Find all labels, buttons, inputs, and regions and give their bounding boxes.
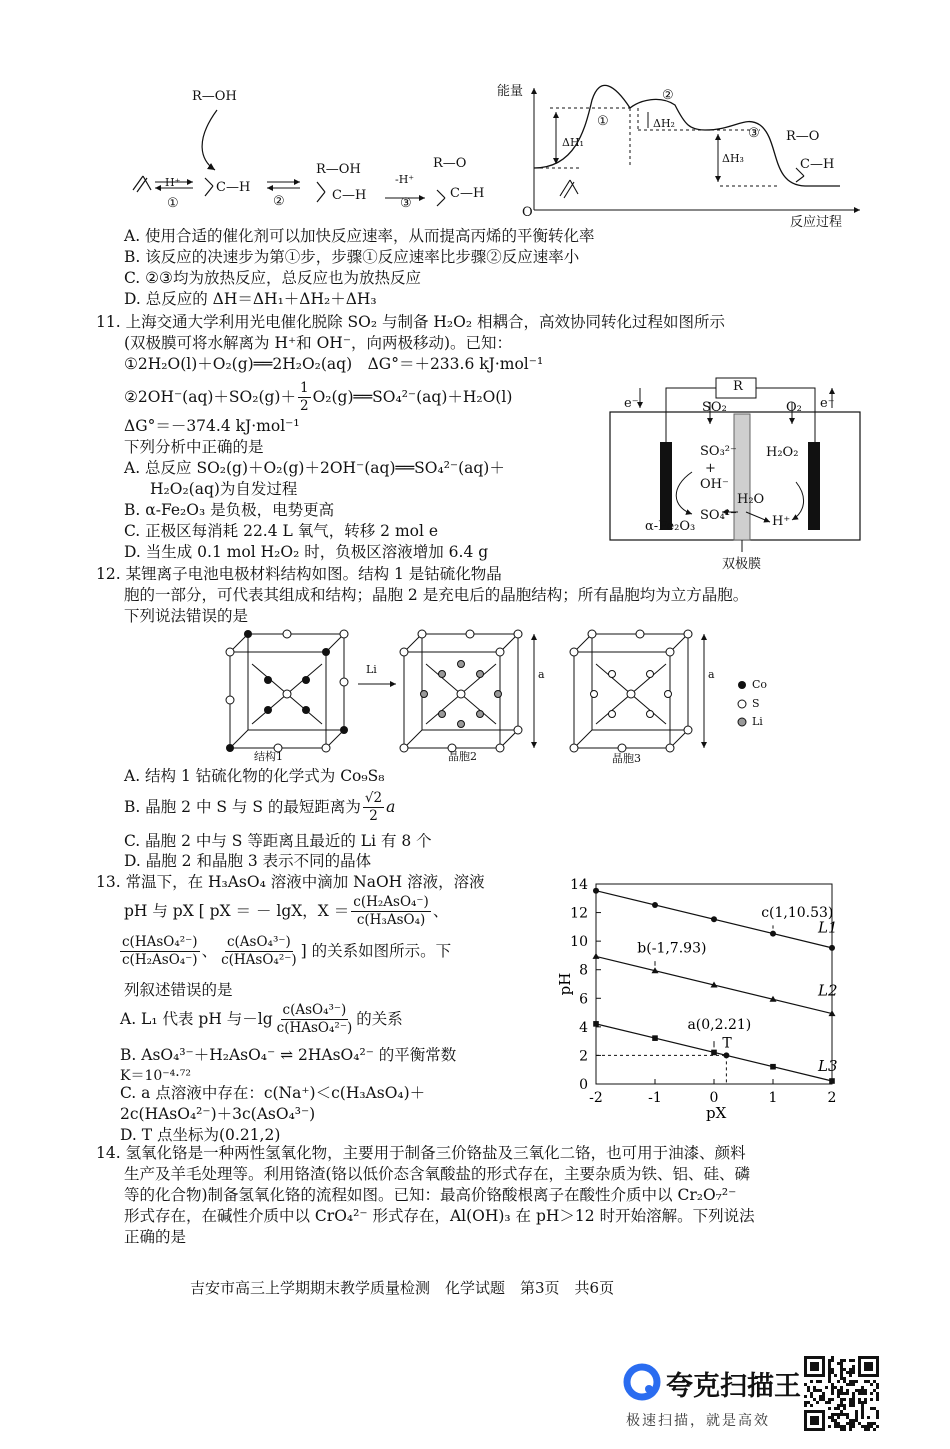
energy-step-1: ① [597,114,609,129]
x-axis-label: pX [706,1104,727,1122]
eq2-part-a: ②2OH⁻(aq)＋SO₂(g)＋ [124,388,296,406]
minus-h-label: -H⁺ [395,173,415,186]
q11-stem-line2: (双极膜可将水解离为 H⁺和 OH⁻，向两极移动)。已知： [124,334,513,352]
q13-a-num: c(AsO₄³⁻) [282,1002,347,1018]
data-point-L3 [829,1078,835,1084]
dh3-label: ΔH₃ [722,152,744,165]
q11-option-c: C. 正极区每消耗 22.4 L 氧气，转移 2 mol e [124,522,439,540]
page-footer: 吉安市高三上学期期末教学质量检测 化学试题 第3页 共6页 [190,1279,615,1297]
q13-a-post: 的关系 [356,1010,403,1028]
point-label-T: T [722,1035,732,1052]
data-point-L3 [593,1021,599,1027]
li-arrow-label: Li [366,663,377,676]
electron-right-label: e⁻ [820,396,835,411]
legend-li: Li [752,715,763,728]
y-tick-label: 8 [579,962,588,979]
lattice-a-label-1: a [538,668,545,681]
q13-a-den: c(HAsO₄²⁻) [276,1020,353,1036]
line-label-L2: L2 [818,981,838,1000]
y-tick-label: 6 [579,991,588,1008]
eq2-den: 2 [299,398,309,414]
plus-label: + [705,461,716,476]
q13-option-b-line2: K＝10⁻⁴·⁷² [120,1068,191,1084]
r-oh-label: R—OH [192,89,237,104]
q12-option-c: C. 晶胞 2 中与 S 等距离且最近的 Li 有 8 个 [124,832,432,850]
hplus-label: H⁺ [772,514,791,529]
dh2-label: ΔH₂ [653,117,675,130]
q13-a-pre: A. L₁ 代表 pH 与－lg [120,1010,273,1028]
energy-step-3: ③ [748,126,760,141]
q11-equation-2-dg: ΔG°＝－374.4 kJ·mol⁻¹ [124,417,300,435]
lattice-a-label-2: a [708,668,715,681]
q13-stem-line3 [118,934,451,969]
q13-option-b-line1: B. AsO₄³⁻＋H₂AsO₄⁻ ⇌ 2HAsO₄²⁻ 的平衡常数 [120,1046,457,1064]
q13-frac-3 [219,934,299,969]
q10-option-a: A. 使用合适的催化剂可以加快反应速率，从而提高丙烯的平衡转化率 [124,227,595,245]
point-label-c: c(1,10.53) [761,904,834,921]
data-point-L1 [770,931,776,937]
energy-profile [520,80,890,230]
eq2-num: 1 [299,380,309,396]
q10-option-d: D. 总反应的 ΔH＝ΔH₁＋ΔH₂＋ΔH₃ [124,290,377,308]
x-tick-label: 1 [768,1090,778,1106]
q12-stem-line2: 胞的一部分，可代表其组成和结构；晶胞 2 是充电后的晶胞结构；所有晶胞均为立方晶胞。 [124,586,749,604]
so2-label: SO₂ [702,400,727,415]
q11-option-a-line2: H₂O₂(aq)为自发过程 [150,480,298,498]
q13-stem-line1: 13. 常温下，在 H₃AsO₄ 溶液中滴加 NaOH 溶液，溶液 [96,873,485,891]
q11-equation-1: ①2H₂O(l)＋O₂(g)══2H₂O₂(aq) ΔG°＝＋233.6 kJ·mol⁻¹ [124,355,544,373]
brand-name: 夸克扫描王 [666,1371,801,1402]
h-plus-label: H⁺ [165,176,181,189]
q10-option-c: C. ②③均为放热反应，总反应也为放热反应 [124,269,421,287]
q13-stem-line2 [124,894,448,929]
q14-stem-line1: 14. 氢氧化铬是一种两性氢氧化物，主要用于制备三价铬盐及三氧化二铬，也可用于油漆、颜料 [96,1144,746,1162]
eq2-part-b: O₂(g)══SO₄²⁻(aq)＋H₂O(l) [312,388,513,406]
line-label-L1: L1 [818,918,838,937]
q13-option-c-line1: C. a 点溶液中存在：c(Na⁺)＜c(H₃AsO₄)＋ [120,1084,426,1102]
resistor-label: R [733,379,743,394]
data-point-L1 [711,916,717,922]
origin-label: O [522,205,533,220]
q14-stem-line2: 生产及羊毛处理等。利用铬渣(铬以低价态含氧酸盐的形式存在，主要杂质为铁、铝、硅、磷 [124,1165,751,1183]
q12-option-d: D. 晶胞 2 和晶胞 3 表示不同的晶体 [124,852,372,870]
brand-slogan: 极速扫描，就是高效 [626,1413,770,1429]
eq2-fraction [298,380,311,415]
x-tick-label: 2 [827,1090,837,1106]
fe2o3-label: α-Fe₂O₃ [645,519,696,534]
product-c-h-label: C—H [800,157,835,172]
product-r-o-label: R—O [786,129,820,144]
q12-option-b [124,790,395,825]
data-point-L1 [829,945,835,951]
step-2-label: ② [273,194,285,209]
q13-l2-pre: pH 与 pX [ pX ＝ － lgX，X ＝ [124,902,350,920]
o2-label: O₂ [786,400,802,415]
q14-stem-line4: 形式存在，在碱性介质中以 CrO₄²⁻ 形式存在，Al(OH)₃ 在 pH＞12 时开始溶解。下列说法 [124,1207,755,1225]
y-tick-label: 14 [570,877,588,893]
crystal-cells [212,624,792,754]
c-h-label: C—H [216,180,251,195]
so4-label: SO₄²⁻ [700,508,737,523]
q13-comma: 、 [432,902,449,920]
r-o-label: R—O [433,156,467,171]
data-point-L3 [770,1064,776,1070]
q11-stem-line1: 11. 上海交通大学利用光电催化脱除 SO₂ 与制备 H₂O₂ 相耦合，高效协同转化过程如图所示 [96,313,725,331]
c-h-label-3: C—H [450,186,485,201]
q14-stem-line5: 正确的是 [124,1228,187,1246]
q13-option-c-line2: 2c(HAsO₄²⁻)＋3c(AsO₄³⁻) [120,1105,316,1123]
q10-option-b: B. 该反应的决速步为第①步，步骤①反应速率比步骤②反应速率小 [124,248,580,266]
so3-label: SO₃²⁻ [700,444,737,459]
qr-code-icon [804,1356,880,1432]
x-tick-label: -2 [589,1090,603,1106]
q12-option-b-text: B. 晶胞 2 中 S 与 S 的最短距离为 [124,798,361,816]
q11-option-b: B. α-Fe₂O₃ 是负极，电势更高 [124,501,335,519]
q14-stem-line3: 等的化合物)制备氢氧化铬的流程如图。已知：最高价铬酸根离子在酸性介质中以 Cr₂O₇²⁻ [124,1186,737,1204]
line-label-L3: L3 [818,1057,838,1076]
h2o-label: H₂O [737,492,765,507]
q12-option-b-fraction [363,790,384,825]
q13-f2d: c(H₂AsO₄⁻) [122,952,198,968]
q13-option-d: D. T 点坐标为(0.21,2) [120,1126,281,1144]
y-tick-label: 10 [570,934,588,951]
y-tick-label: 12 [570,905,588,922]
step-1-label: ① [167,196,179,211]
q11-option-a-line1: A. 总反应 SO₂(g)＋O₂(g)＋2OH⁻(aq)══SO₄²⁻(aq)＋ [124,459,505,477]
h2o2-label: H₂O₂ [766,445,799,460]
q13-stem-line4: 列叙述错误的是 [124,981,233,999]
data-point-L3 [652,1035,658,1041]
c-h-label-2: C—H [332,188,367,203]
dh1-label: ΔH₁ [562,136,584,149]
energy-step-2: ② [662,88,674,103]
q13-l3-post: ] 的关系如图所示。下 [300,942,452,960]
x-tick-label: -1 [648,1090,662,1106]
y-axis-label: pH [556,972,574,996]
data-point-L2 [593,953,600,959]
legend-s: S [752,697,760,710]
q11-option-d: D. 当生成 0.1 mol H₂O₂ 时，负极区溶液增加 6.4 g [124,543,489,561]
y-tick-label: 0 [579,1077,588,1093]
data-point-L1 [652,902,658,908]
caption-structure-1: 结构1 [254,750,283,763]
ph-vs-px-chart [550,872,850,1132]
y-tick-label: 2 [579,1048,588,1065]
q13-frac-2 [120,934,200,969]
x-tick-label: 0 [709,1090,719,1106]
data-point-L1 [593,888,599,894]
membrane-label: 双极膜 [722,557,762,572]
electron-left-label: e⁻ [624,396,639,411]
process-axis-label: 反应过程 [790,215,843,230]
q13-a-frac [275,1002,355,1037]
caption-cell-2: 晶胞2 [448,750,477,763]
q12-option-a: A. 结构 1 钴硫化物的化学式为 Co₉S₈ [124,767,385,785]
data-point-L3 [711,1050,717,1056]
q11-prompt: 下列分析中正确的是 [124,438,264,456]
energy-axis-label: 能量 [497,84,524,99]
point-label-b: b(-1,7.93) [637,940,707,957]
q13-f1d: c(H₃AsO₄) [356,912,426,928]
q12-b-den: 2 [369,808,378,824]
q13-f2n: c(HAsO₄²⁻) [122,934,198,950]
legend-co: Co [752,678,768,691]
quark-logo-icon [622,1362,662,1402]
point-label-a: a(0,2.21) [687,1017,752,1033]
q13-frac-1 [351,894,431,929]
q12-stem-line1: 12. 某锂离子电池电极材料结构如图。结构 1 是钴硫化物晶 [96,565,502,583]
caption-cell-3: 晶胞3 [612,752,641,765]
q13-f3n: c(AsO₄³⁻) [226,934,291,950]
r-oh-label-2: R—OH [316,162,361,177]
oh-label: OH⁻ [700,477,729,492]
point-T [723,1052,729,1058]
q13-option-a [120,1002,403,1037]
step-3-label: ③ [400,196,412,211]
q13-f1n: c(H₂AsO₄⁻) [353,894,429,910]
q12-b-num: √2 [364,790,383,806]
q12-stem-line3: 下列说法错误的是 [124,607,249,625]
q13-comma-2: 、 [201,942,218,960]
q12-option-b-a: a [386,798,396,816]
y-tick-label: 4 [579,1019,588,1036]
q13-f3d: c(HAsO₄²⁻) [221,952,297,968]
q11-equation-2 [124,380,512,415]
